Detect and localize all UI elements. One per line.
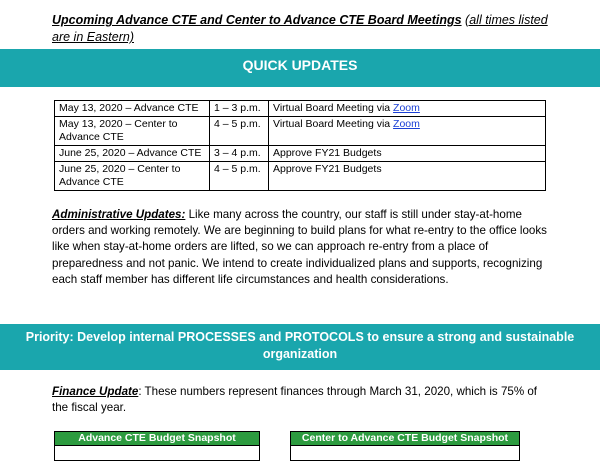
zoom-link[interactable]: Zoom [393, 102, 420, 114]
advance-cte-budget-snapshot [54, 431, 260, 461]
center-budget-snapshot [290, 431, 520, 461]
meeting-description-text: Virtual Board Meeting via [273, 118, 394, 130]
meeting-date: May 13, 2020 – Center to Advance CTE [55, 117, 210, 146]
finance-update [52, 384, 554, 416]
zoom-link[interactable]: Zoom [393, 118, 420, 130]
quick-updates-banner: QUICK UPDATES [0, 49, 600, 87]
meeting-description-text: Virtual Board Meeting via [273, 102, 394, 114]
meeting-date: May 13, 2020 – Advance CTE [55, 101, 210, 117]
center-budget-snapshot-title: Center to Advance CTE Budget Snapshot [291, 432, 519, 446]
finance-update-label: Finance Update [52, 385, 139, 398]
meetings-heading [52, 12, 552, 46]
meeting-date: June 25, 2020 – Center to Advance CTE [55, 162, 210, 191]
meeting-row [55, 117, 546, 146]
finance-update-text: : These numbers represent finances through March 31, 2020, which is 75% of the fiscal year. [52, 385, 538, 415]
meeting-time: 4 – 5 p.m. [210, 162, 269, 191]
meeting-row [55, 101, 546, 117]
meeting-date: June 25, 2020 – Advance CTE [55, 146, 210, 162]
administrative-updates-label: Administrative Updates: [52, 208, 186, 221]
meeting-row [55, 146, 546, 162]
administrative-updates-text: Like many across the country, our staff is still under stay-at-home orders and working remotely. We are beginning to build plans for what re-entry to the office looks like when stay-at-home orders are lifted, so we can approach re-entry from a place of preparedness and not panic. We intend to create individualized plans and supports, recognizing each staff member has different life circumstances and health considerations. [52, 208, 547, 286]
meeting-time: 1 – 3 p.m. [210, 101, 269, 117]
meetings-table [54, 100, 546, 191]
meeting-description-text: Approve FY21 Budgets [273, 163, 382, 175]
advance-cte-budget-snapshot-title: Advance CTE Budget Snapshot [55, 432, 259, 446]
meetings-heading-note: (all times listed are in Eastern) [52, 13, 548, 44]
meeting-description [269, 162, 546, 191]
meeting-time: 4 – 5 p.m. [210, 117, 269, 146]
meeting-description [269, 101, 546, 117]
meeting-description [269, 146, 546, 162]
meeting-time: 3 – 4 p.m. [210, 146, 269, 162]
meeting-row [55, 162, 546, 191]
priority-banner: Priority: Develop internal PROCESSES and PROTOCOLS to ensure a strong and sustainable organization [0, 324, 600, 370]
meeting-description-text: Approve FY21 Budgets [273, 147, 382, 159]
meetings-heading-title: Upcoming Advance CTE and Center to Advance CTE Board Meetings [52, 13, 462, 27]
meeting-description [269, 117, 546, 146]
administrative-updates [52, 207, 554, 288]
